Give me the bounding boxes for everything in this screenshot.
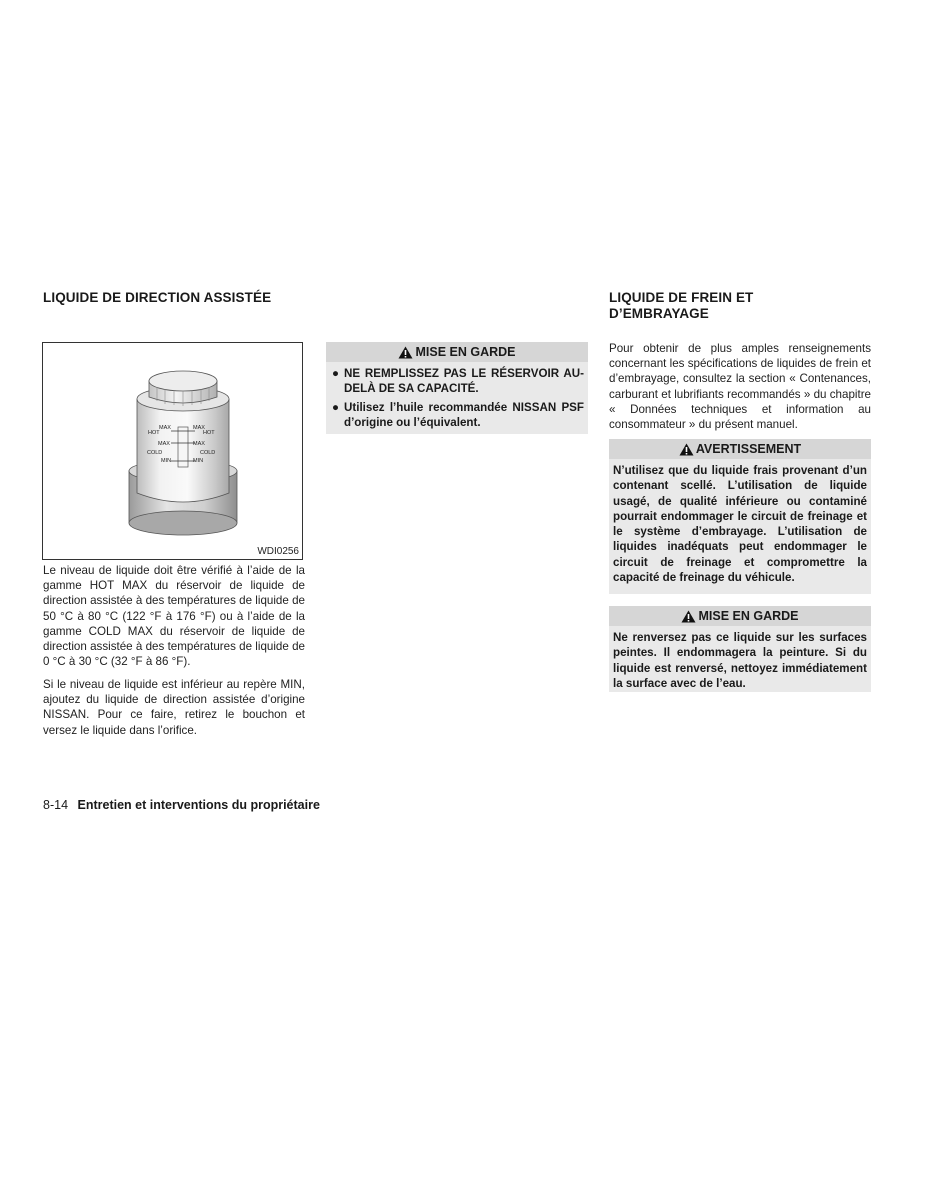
label-max-top-left: MAX: [159, 425, 171, 431]
caution-title-middle: MISE EN GARDE: [415, 345, 516, 359]
caution-bullet: [330, 400, 584, 431]
reservoir-illustration: [43, 343, 304, 561]
paragraph-fluid-level: Le niveau de liquide doit être vérifié à l’aide de la gamme HOT MAX du réservoir de liquide de direction assistée à des températures de liquide de 50 °C à 80 °C (122 °F à 176 °F) ou à l’aide de la gamme COLD MAX du réservoir de liquide de direction assistée à des températures de liquide de 0 °C à 30 °C (32 °F à 86 °F).: [43, 564, 305, 669]
figure-id: WDI0256: [257, 546, 299, 557]
caution-header-right: [609, 606, 871, 626]
warning-triangle-icon: [398, 346, 413, 359]
label-max-top-right: MAX: [193, 425, 205, 431]
section-heading-power-steering: LIQUIDE DE DIRECTION ASSISTÉE: [43, 290, 272, 305]
warning-body-right: N’utilisez que du liquide frais provenant d’un contenant scellé. L’utilisation de liquide usagé, de qualité inférieure ou contaminé pourrait endommager le circuit de freinage et le système d’embrayage. L’utilisation de liquides inadéquats peut endommager le circuit de freinage et compromettre la capacité de freinage du véhicule.: [609, 459, 871, 594]
paragraph-brake-fluid-info: Pour obtenir de plus amples renseignements concernant les spécifications de liquides de frein et d’embrayage, consultez la section « Contenances, carburant et lubrifiants recommandés » du chapitre « Données techniques et information au consommateur » du présent manuel.: [609, 342, 871, 432]
bullet-dot: ●: [332, 367, 340, 380]
warning-title-right: AVERTISSEMENT: [695, 442, 802, 456]
caution-body-middle: [326, 362, 588, 434]
label-hot-left: HOT: [148, 430, 160, 436]
warning-header-right: [609, 439, 871, 459]
label-min-left: MIN: [161, 458, 172, 464]
section-heading-brake-fluid: [609, 290, 753, 322]
caution-bullet: [330, 366, 584, 397]
bullet-text: NE REMPLISSEZ PAS LE RÉSERVOIR AU-DELÀ DE SA CAPACITÉ.: [344, 367, 584, 396]
label-max-mid-left: MAX: [158, 441, 170, 447]
label-cold-right: COLD: [200, 450, 216, 456]
heading-line-1: LIQUIDE DE FREIN ET: [609, 290, 754, 305]
warning-triangle-icon: [679, 443, 694, 456]
reservoir-figure: [42, 342, 303, 560]
label-cold-left: COLD: [147, 450, 163, 456]
page-number: 8-14: [43, 798, 69, 812]
footer-section-title: Entretien et interventions du propriétaire: [77, 798, 320, 812]
caution-title-right: MISE EN GARDE: [698, 609, 799, 623]
caution-body-right: Ne renversez pas ce liquide sur les surfaces peintes. Il endommagera la peinture. Si du liquide est renversé, nettoyez immédiatement la surface avec de l’eau.: [609, 626, 871, 692]
bullet-dot: ●: [332, 400, 340, 414]
warning-triangle-icon: [681, 610, 696, 623]
label-max-mid-right: MAX: [193, 441, 205, 447]
label-min-right: MIN: [193, 458, 204, 464]
heading-line-2: D’EMBRAYAGE: [609, 306, 709, 321]
label-hot-right: HOT: [203, 430, 215, 436]
caution-header-middle: [326, 342, 588, 362]
paragraph-add-fluid: Si le niveau de liquide est inférieur au repère MIN, ajoutez du liquide de direction assistée d’origine NISSAN. Pour ce faire, retirez le bouchon et versez le liquide dans l’orifice.: [43, 678, 305, 737]
page-footer: [43, 798, 320, 812]
bullet-text: Utilisez l’huile recommandée NISSAN PSF d’origine ou l’équivalent.: [344, 400, 584, 429]
